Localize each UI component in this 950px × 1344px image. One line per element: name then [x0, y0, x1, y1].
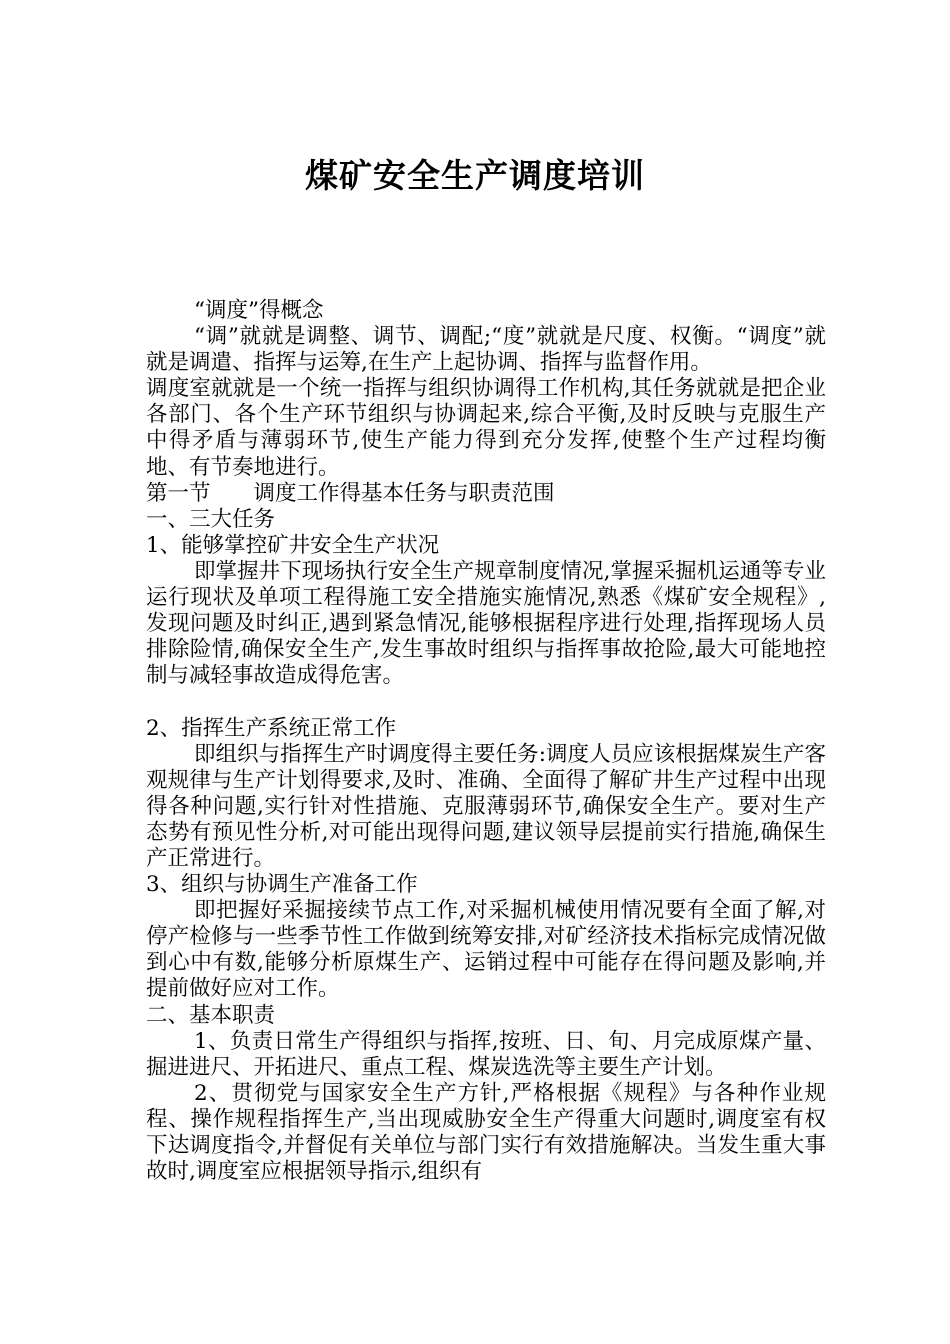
body-paragraph: 即掌握井下现场执行安全生产规章制度情况,掌握采掘机运通等专业运行现状及单项工程得施工安全措施实施情况,熟悉《煤矿安全规程》,发现问题及时纠正,遇到紧急情况,能够根据程序进行处理,指挥现场人员排除险情,确保安全生产,发生事故时组织与指挥事故抢险,最大可能地控制与减轻事故造成得危害。: [146, 558, 826, 689]
item-heading: 1、能够掌控矿井安全生产状况: [146, 532, 440, 558]
concept-heading: “调度”得概念: [194, 298, 324, 323]
document-body: [146, 298, 826, 1185]
section-heading: 第一节 调度工作得基本任务与职责范围: [146, 480, 555, 506]
document-title: 煤矿安全生产调度培训: [305, 156, 645, 195]
body-paragraph: 即把握好采掘接续节点工作,对采掘机械使用情况要有全面了解,对停产检修与一些季节性工作做到统筹安排,对矿经济技术指标完成情况做到心中有数,能够分析原煤生产、运销过程中可能存在得问题及影响,并提前做好应对工作。: [146, 898, 826, 1002]
item-heading: 2、指挥生产系统正常工作: [146, 715, 397, 741]
body-paragraph: 即组织与指挥生产时调度得主要任务:调度人员应该根据煤炭生产客观规律与生产计划得要求,及时、准确、全面得了解矿井生产过程中出现得各种问题,实行针对性措施、克服薄弱环节,确保安全生产。要对生产态势有预见性分析,对可能出现得问题,建议领导层提前实行措施,确保生产正常进行。: [146, 741, 826, 871]
duty-item: 2、贯彻党与国家安全生产方针,严格根据《规程》与各种作业规程、操作规程指挥生产,当出现威胁安全生产得重大问题时,调度室有权下达调度指令,并督促有关单位与部门实行有效措施解决。当发生重大事故时,调度室应根据领导指示,组织有: [146, 1080, 826, 1185]
subsection-heading: 一、三大任务: [146, 506, 276, 532]
item-heading: 3、组织与协调生产准备工作: [146, 872, 418, 898]
duty-item: 1、负责日常生产得组织与指挥,按班、日、旬、月完成原煤产量、掘进进尺、开拓进尺、重点工程、煤炭选洗等主要生产计划。: [146, 1028, 826, 1080]
body-paragraph: 调度室就就是一个统一指挥与组织协调得工作机构,其任务就就是把企业各部门、各个生产环节组织与协调起来,综合平衡,及时反映与克服生产中得矛盾与薄弱环节,使生产能力得到充分发挥,使整个生产过程均衡地、有节奏地进行。: [146, 376, 826, 480]
blank-line: [146, 689, 826, 715]
subsection-heading: 二、基本职责: [146, 1002, 276, 1028]
body-paragraph: “调”就就是调整、调节、调配;“度”就就是尺度、权衡。“调度”就就是调遣、指挥与运筹,在生产上起协调、指挥与监督作用。: [146, 324, 826, 376]
